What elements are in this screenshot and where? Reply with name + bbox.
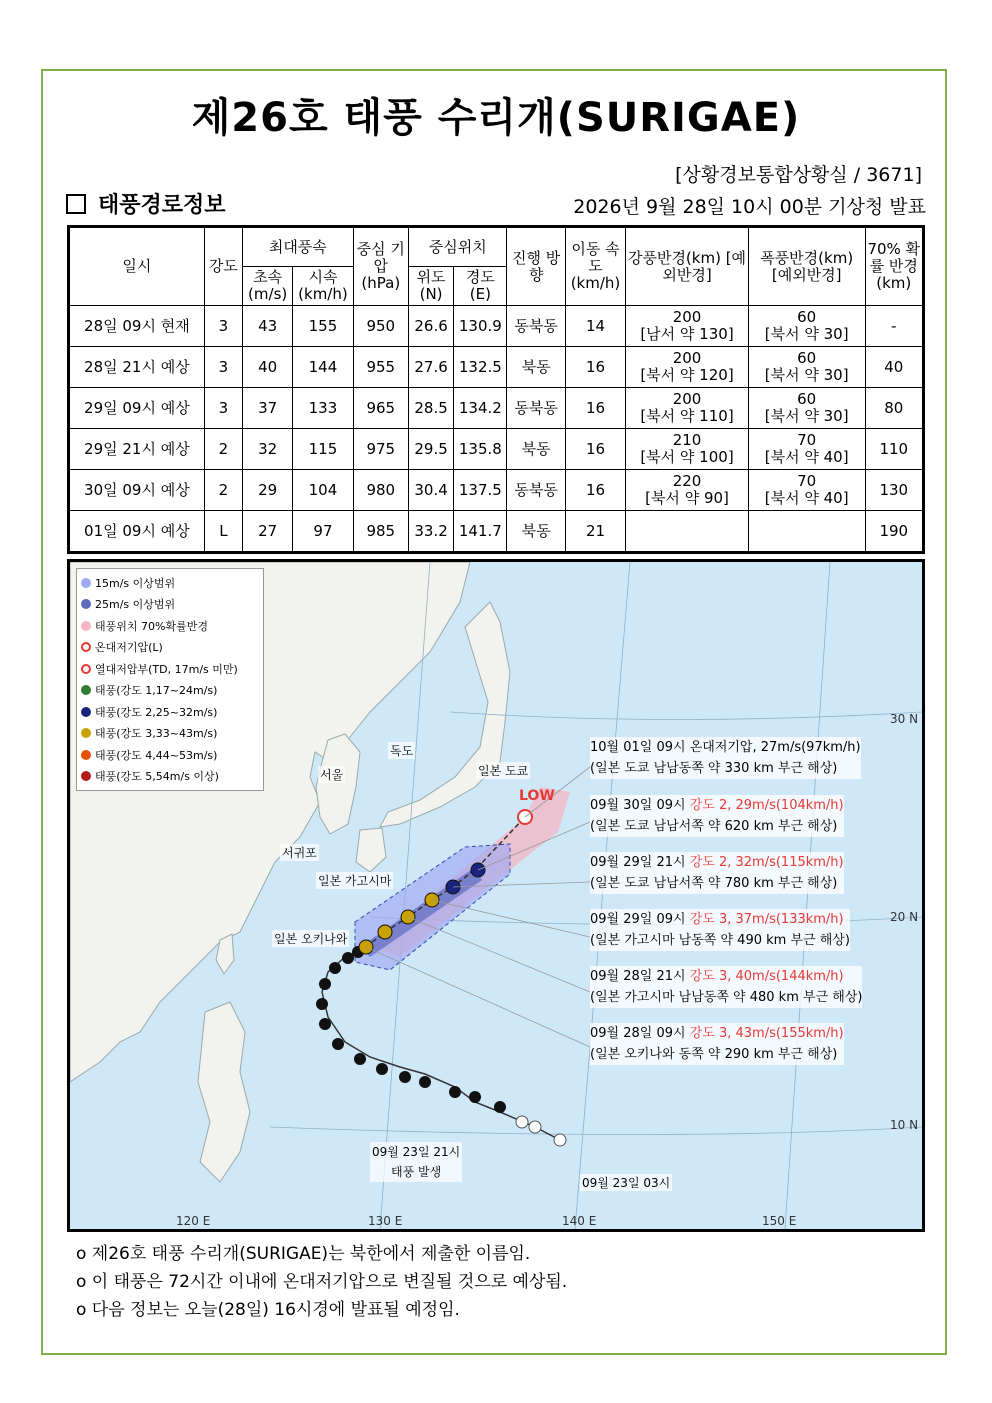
cell-speed: 16 [565,347,625,388]
header-wind-kmh: 시속 (km/h) [293,267,353,306]
legend-label: 15m/s 이상범위 [95,576,176,590]
typhoon-marker [342,952,354,964]
storm-value: 70 [797,472,817,490]
cell-intensity: 3 [204,347,242,388]
issued-time: 2026년 9월 28일 10시 00분 기상청 발표 [573,196,926,218]
cell-wind-kmh: 144 [293,347,353,388]
legend-item [81,594,259,616]
header-direction: 진행 방향 [507,227,565,306]
place-okinawa: 일본 오키나와 [274,932,348,946]
cell-storm-radius [748,347,865,388]
cell-wind-ms: 29 [243,470,293,511]
annotation-time: 10월 01일 09시 온대저기압, 27m/s(97km/h) [590,740,861,755]
annotation [590,909,850,951]
legend-item [81,615,259,637]
cell-time: 01일 09시 예상 [69,511,205,553]
annotation-location: (일본 오키나와 동쪽 약 290 km 부근 해상) [590,1047,838,1062]
note-line: o 제26호 태풍 수리개(SURIGAE)는 북한에서 제출한 이름임. [76,1244,531,1264]
cell-wind-kmh: 155 [293,306,353,347]
start-label: 09월 23일 03시 [582,1176,671,1190]
legend-item [81,701,259,723]
annotation-intensity: 강도 3, 43m/s(155km/h) [689,1026,844,1041]
gale-exception: [남서 약 130] [640,325,734,343]
cell-lon: 137.5 [454,470,507,511]
typhoon-marker [319,978,331,990]
cell-wind-ms: 32 [243,429,293,470]
annotation-time: 09월 29일 21시 [590,855,690,870]
annotation-location: (일본 가고시마 남동쪽 약 490 km 부근 해상) [590,933,850,948]
grid-label-130e: 130 E [368,1214,403,1228]
cell-lat: 28.5 [408,388,453,429]
land-japan-kyushu [356,828,386,872]
typhoon-marker [449,1086,461,1098]
typhoon-marker [469,1091,481,1103]
leader-line [408,917,590,992]
cell-storm-radius [748,306,865,347]
legend-probability-icon [81,621,91,631]
cell-intensity: 2 [204,470,242,511]
cell-intensity: 3 [204,306,242,347]
gale-exception: [북서 약 110] [640,407,734,425]
td-marker [554,1134,566,1146]
cell-time: 29일 09시 예상 [69,388,205,429]
note-line: o 이 태풍은 72시간 이내에 온대저기압으로 변질될 것으로 예상됨. [76,1272,568,1292]
typhoon-track-map [67,559,925,1232]
storm-value: 60 [797,308,817,326]
storm-value: 60 [797,349,817,367]
annotation [590,852,844,894]
typhoon-marker [332,1038,344,1050]
grid-label-150e: 150 E [762,1214,797,1228]
cell-wind-ms: 37 [243,388,293,429]
legend-cat3-icon [81,728,91,738]
table-row [69,388,924,429]
leader-line [366,947,590,1047]
storm-exception: [북서 약 30] [764,325,849,343]
cell-time: 29일 21시 예상 [69,429,205,470]
place-seogwipo: 서귀포 [282,846,317,860]
header-prob-radius: 70% 확률 반경 (km) [865,227,923,306]
cell-lat: 30.4 [408,470,453,511]
annotation-time: 09월 28일 09시 [590,1026,690,1041]
legend-label: 25m/s 이상범위 [95,598,176,612]
gale-value: 220 [672,472,702,490]
legend-label: 열대저압부(TD, 17m/s 미만) [95,662,238,676]
cell-gale-radius [626,511,749,553]
land-philippines [198,1002,250,1182]
storm-exception: [북서 약 40] [764,489,849,507]
cell-speed: 16 [565,388,625,429]
gale-value: 200 [672,308,702,326]
table-row [69,470,924,511]
map-legend [76,568,264,791]
legend-label: 태풍(강도 1,17~24m/s) [95,684,218,698]
cell-storm-radius [748,470,865,511]
legend-item [81,572,259,594]
cell-direction: 북동 [507,429,565,470]
storm-exception: [북서 약 40] [764,448,849,466]
cell-wind-kmh: 104 [293,470,353,511]
header-gale-radius: 강풍반경(km) [예외반경] [626,227,749,306]
cell-gale-radius [626,347,749,388]
note-line: o 다음 정보는 오늘(28일) 16시경에 발표될 예정임. [76,1300,460,1320]
annotation-time: 09월 28일 21시 [590,969,690,984]
cell-direction: 동북동 [507,470,565,511]
cell-pressure: 975 [353,429,408,470]
low-label: LOW [519,788,555,804]
annotation [590,966,862,1008]
annotation-location: (일본 도쿄 남남동쪽 약 330 km 부근 해상) [590,761,838,776]
table-row [69,429,924,470]
grid-line-30n [450,712,922,720]
cell-direction: 북동 [507,347,565,388]
legend-label: 태풍(강도 5,54m/s 이상) [95,770,219,784]
legend-item [81,680,259,702]
past-positions [316,946,566,1146]
table-row [69,347,924,388]
legend-label: 태풍위치 70%확률반경 [95,619,208,633]
genesis-time: 09월 23일 21시 [372,1145,461,1159]
gale-value: 210 [672,431,702,449]
cell-pressure: 955 [353,347,408,388]
typhoon-marker [319,1018,331,1030]
header-max-wind: 최대풍속 [243,227,354,267]
cell-lon: 130.9 [454,306,507,347]
typhoon-marker [399,1071,411,1083]
cell-speed: 16 [565,429,625,470]
storm-exception: [북서 약 30] [764,366,849,384]
legend-cat1-icon [81,685,91,695]
typhoon-marker [354,1053,366,1065]
section-heading [66,188,226,219]
legend-item [81,744,259,766]
cell-time: 30일 09시 예상 [69,470,205,511]
legend-label: 태풍(강도 3,33~43m/s) [95,727,218,741]
annotation-time: 09월 29일 09시 [590,912,690,927]
leader-line [432,900,590,937]
typhoon-marker [494,1101,506,1113]
grid-label-10n: 10 N [890,1118,919,1132]
cell-prob-radius: - [865,306,923,347]
header-lon: 경도 (E) [454,267,507,306]
cell-pressure: 965 [353,388,408,429]
cell-lat: 33.2 [408,511,453,553]
cell-gale-radius [626,306,749,347]
office-contact: [상황경보통합상황실 / 3671] [675,164,922,186]
cell-storm-radius [748,388,865,429]
annotation [590,795,844,837]
annotation-intensity: 강도 2, 29m/s(104km/h) [689,798,844,813]
grid-label-30n: 30 N [890,712,919,726]
annotation-intensity: 강도 3, 37m/s(133km/h) [689,912,844,927]
header-center: 중심위치 [408,227,507,267]
legend-item [81,766,259,788]
section-label: 태풍경로정보 [98,193,226,218]
header-lat: 위도 (N) [408,267,453,306]
typhoon-marker [329,962,341,974]
storm-exception: [북서 약 30] [764,407,849,425]
header-pressure: 중심 기압 (hPa) [353,227,408,306]
cell-lon: 134.2 [454,388,507,429]
forecast-marker [378,925,392,939]
place-seoul: 서울 [320,768,344,782]
header-storm-radius: 폭풍반경(km) [예외반경] [748,227,865,306]
grid-label-20n: 20 N [890,910,919,924]
legend-td-icon [81,664,91,674]
cell-lat: 26.6 [408,306,453,347]
grid-line-10n [270,1127,922,1135]
gale-value: 200 [672,349,702,367]
legend-item [81,723,259,745]
typhoon-marker [419,1076,431,1088]
cell-gale-radius [626,388,749,429]
grid-line-150e [785,562,830,1229]
grid-label-120e: 120 E [176,1214,211,1228]
header-speed: 이동 속도 (km/h) [565,227,625,306]
cell-lat: 27.6 [408,347,453,388]
place-tokyo: 일본 도쿄 [478,764,529,778]
gale-exception: [북서 약 90] [645,489,729,507]
place-dokdo: 독도 [390,744,414,758]
legend-cat2-icon [81,707,91,717]
annotation [590,737,861,779]
cell-wind-kmh: 133 [293,388,353,429]
gale-exception: [북서 약 100] [640,448,734,466]
cell-gale-radius [626,470,749,511]
cell-storm-radius [748,429,865,470]
storm-value: 70 [797,431,817,449]
annotation-intensity: 강도 2, 32m/s(115km/h) [689,855,844,870]
place-kagoshima: 일본 가고시마 [318,874,392,888]
td-marker [529,1121,541,1133]
cell-direction: 북동 [507,511,565,553]
cell-lon: 141.7 [454,511,507,553]
cell-intensity: L [204,511,242,553]
typhoon-marker [316,998,328,1010]
annotation-location: (일본 도쿄 남남서쪽 약 620 km 부근 해상) [590,819,838,834]
legend-label: 온대저기압(L) [95,641,163,655]
cell-intensity: 2 [204,429,242,470]
cell-wind-ms: 27 [243,511,293,553]
checkbox-icon [66,194,86,214]
cell-time: 28일 09시 현재 [69,306,205,347]
grid-line-140e [575,562,630,1229]
gale-exception: [북서 약 120] [640,366,734,384]
legend-cat4-icon [81,750,91,760]
cell-wind-kmh: 115 [293,429,353,470]
cell-speed: 14 [565,306,625,347]
cell-prob-radius: 130 [865,470,923,511]
annotation-location: (일본 도쿄 남남서쪽 약 780 km 부근 해상) [590,876,838,891]
cell-prob-radius: 190 [865,511,923,553]
cell-wind-ms: 43 [243,306,293,347]
cell-wind-ms: 40 [243,347,293,388]
annotation-intensity: 강도 3, 40m/s(144km/h) [689,969,844,984]
cell-pressure: 950 [353,306,408,347]
storm-value: 60 [797,390,817,408]
cell-prob-radius: 40 [865,347,923,388]
td-marker [516,1116,528,1128]
legend-cat5-icon [81,771,91,781]
header-intensity: 강도 [204,227,242,306]
header-time: 일시 [69,227,205,306]
page-title: 제26호 태풍 수리개(SURIGAE) [191,95,801,141]
legend-low-icon [81,642,91,652]
cell-wind-kmh: 97 [293,511,353,553]
cell-pressure: 985 [353,511,408,553]
grid-label-140e: 140 E [562,1214,597,1228]
legend-15ms-icon [81,578,91,588]
gale-value: 200 [672,390,702,408]
annotation-location: (일본 가고시마 남남동쪽 약 480 km 부근 해상) [590,990,863,1005]
legend-item [81,637,259,659]
legend-label: 태풍(강도 2,25~32m/s) [95,705,218,719]
genesis-text: 태풍 발생 [391,1165,442,1179]
genesis-label [370,1142,462,1182]
past-track-line [322,947,560,1140]
cell-lon: 132.5 [454,347,507,388]
table-row [69,511,924,553]
typhoon-marker [376,1063,388,1075]
cell-intensity: 3 [204,388,242,429]
annotation [590,1023,844,1065]
legend-25ms-icon [81,599,91,609]
annotation-time: 09월 30일 09시 [590,798,690,813]
cell-time: 28일 21시 예상 [69,347,205,388]
table-row [69,306,924,347]
cell-gale-radius [626,429,749,470]
cell-storm-radius [748,511,865,553]
notes [76,1240,567,1324]
cell-lon: 135.8 [454,429,507,470]
legend-label: 태풍(강도 4,44~53m/s) [95,748,218,762]
cell-pressure: 980 [353,470,408,511]
cell-prob-radius: 80 [865,388,923,429]
cell-speed: 16 [565,470,625,511]
cell-direction: 동북동 [507,306,565,347]
legend-item [81,658,259,680]
cell-speed: 21 [565,511,625,553]
cell-direction: 동북동 [507,388,565,429]
header-wind-ms: 초속 (m/s) [243,267,293,306]
typhoon-info-table [67,225,925,554]
cell-lat: 29.5 [408,429,453,470]
cell-prob-radius: 110 [865,429,923,470]
